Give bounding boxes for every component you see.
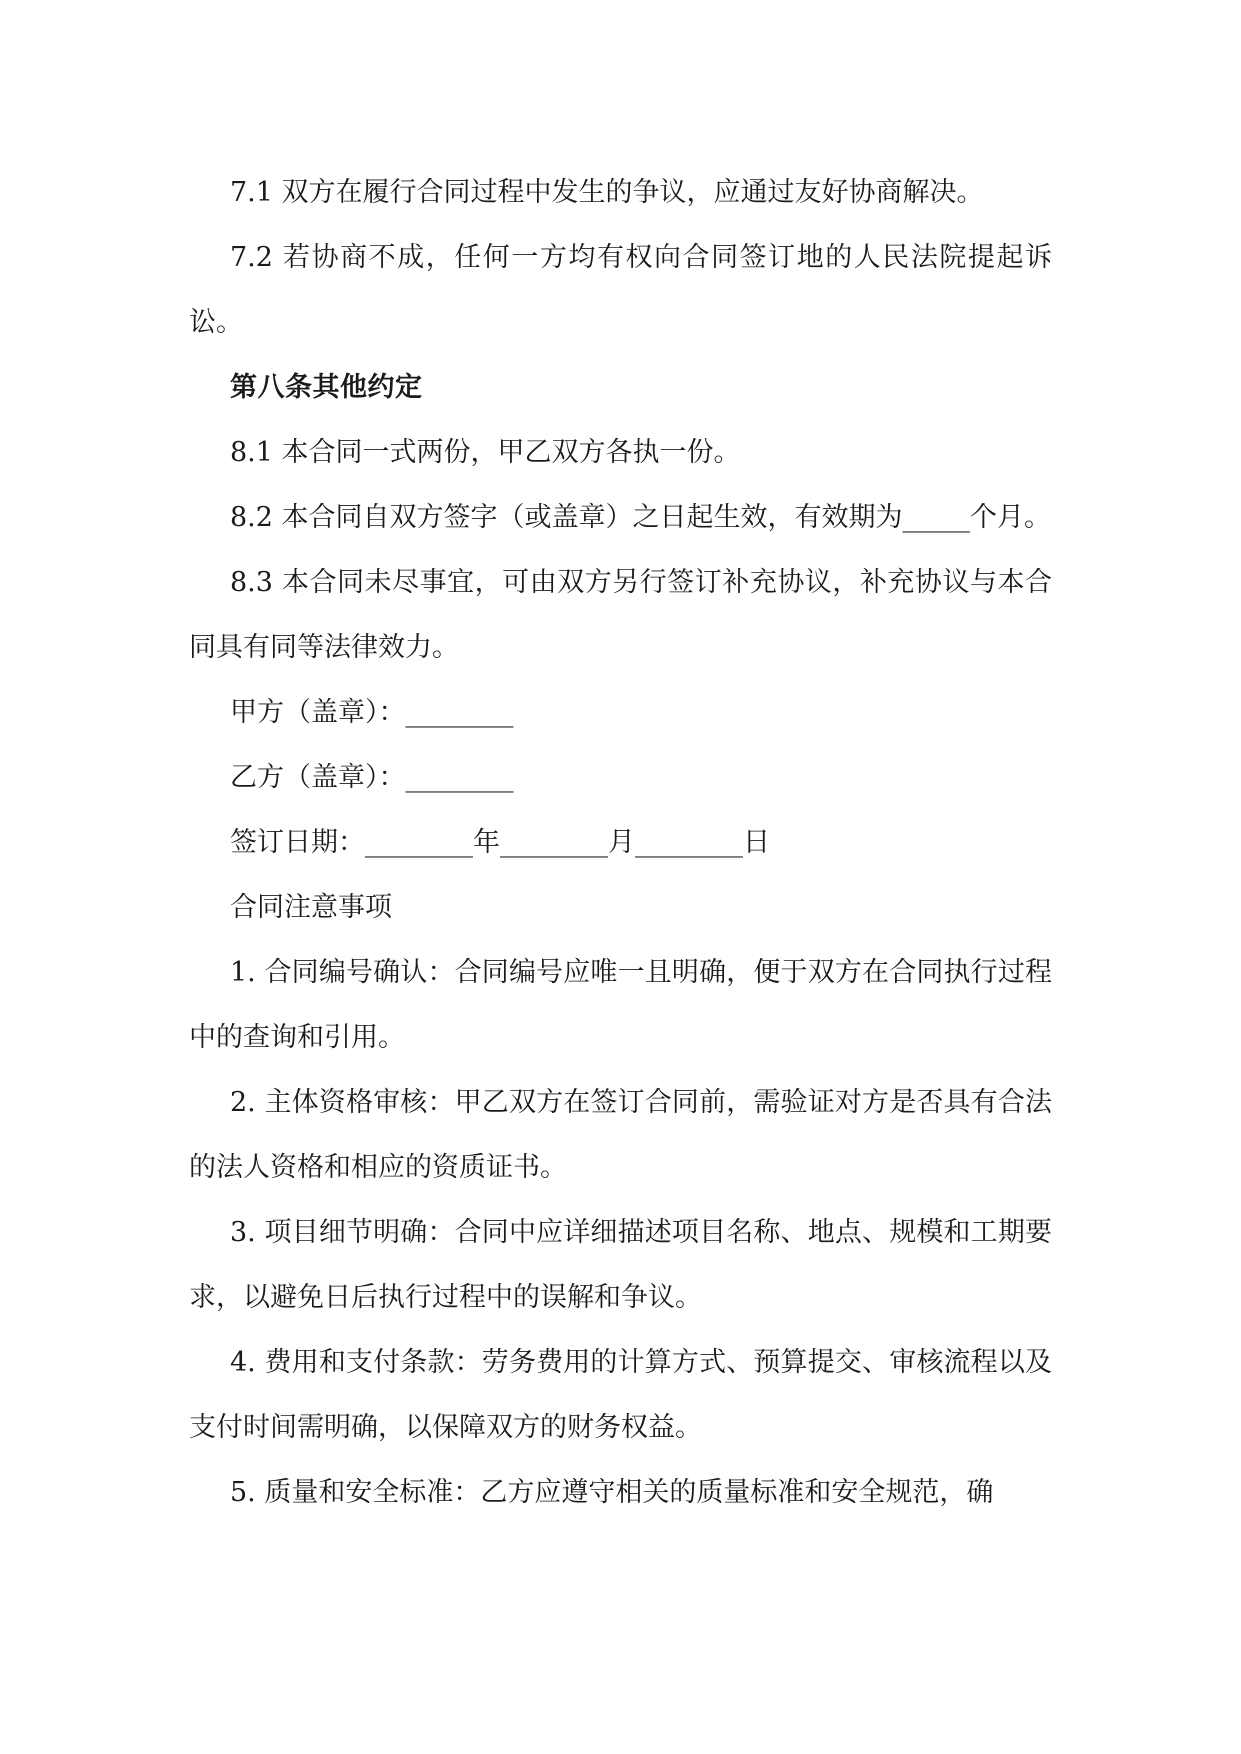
notes-title: 合同注意事项 xyxy=(230,892,392,923)
party-b-signature-line: 乙方（盖章）：________ xyxy=(230,762,514,793)
note-item-4: 4. 费用和支付条款：劳务费用的计算方式、预算提交、审核流程以及支付时间需明确，以保障双方的财务权益。 xyxy=(189,1347,1052,1443)
clause-8-2: 8.2 本合同自双方签字（或盖章）之日起生效，有效期为_____个月。 xyxy=(230,502,1052,533)
clause-8-3: 8.3 本合同未尽事宜，可由双方另行签订补充协议，补充协议与本合同具有同等法律效力。 xyxy=(189,567,1052,663)
note-item-1: 1. 合同编号确认：合同编号应唯一且明确，便于双方在合同执行过程中的查询和引用。 xyxy=(189,957,1052,1053)
note-item-2: 2. 主体资格审核：甲乙双方在签订合同前，需验证对方是否具有合法的法人资格和相应的资质证书。 xyxy=(189,1087,1052,1183)
section-eight-heading: 第八条其他约定 xyxy=(230,372,423,403)
clause-7-2: 7.2 若协商不成，任何一方均有权向合同签订地的人民法院提起诉讼。 xyxy=(189,242,1052,338)
document-body xyxy=(189,160,1052,1525)
clause-8-1: 8.1 本合同一式两份，甲乙双方各执一份。 xyxy=(230,437,741,468)
signing-date-line: 签订日期：________年________月________日 xyxy=(230,827,770,858)
party-a-signature-line: 甲方（盖章）：________ xyxy=(230,697,514,728)
note-item-5: 5. 质量和安全标准：乙方应遵守相关的质量标准和安全规范，确 xyxy=(230,1477,994,1508)
clause-7-1: 7.1 双方在履行合同过程中发生的争议，应通过友好协商解决。 xyxy=(230,177,984,208)
note-item-3: 3. 项目细节明确：合同中应详细描述项目名称、地点、规模和工期要求，以避免日后执行过程中的误解和争议。 xyxy=(189,1217,1052,1313)
